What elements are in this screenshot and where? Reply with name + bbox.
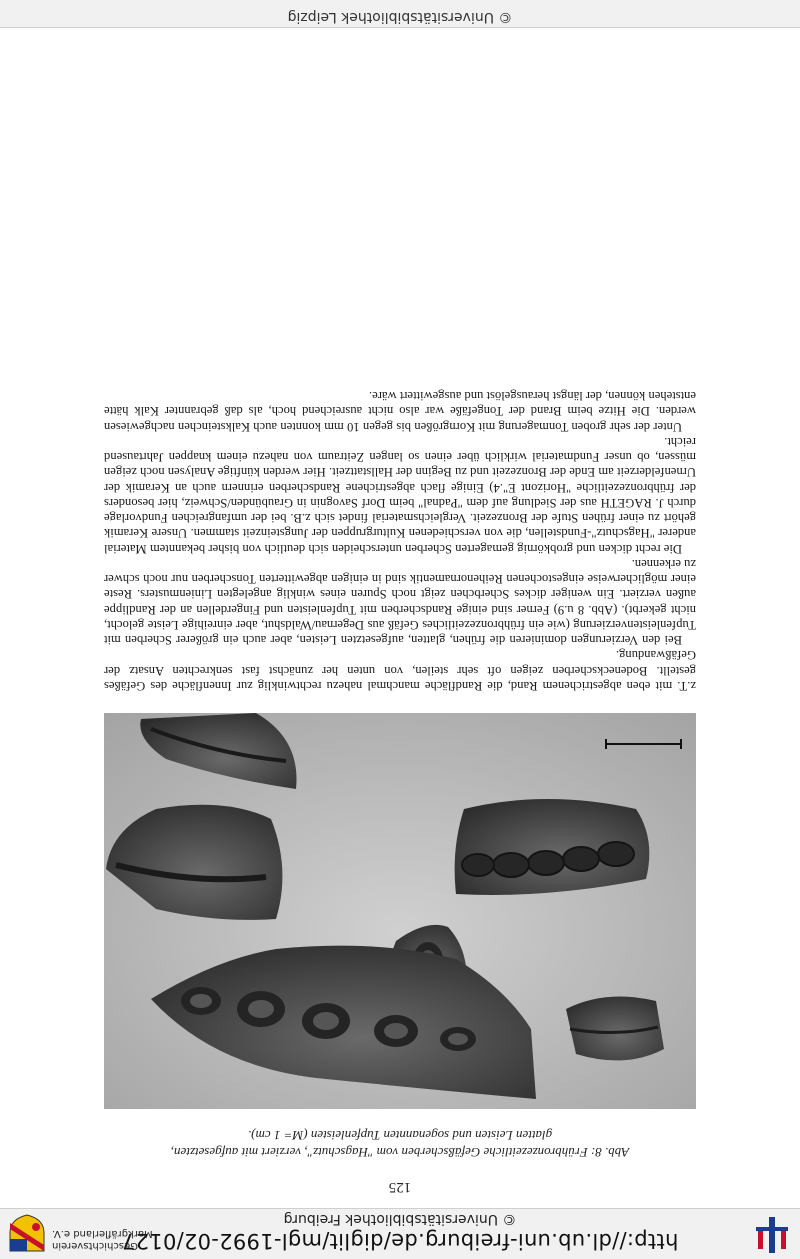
figure-caption (70, 1127, 730, 1161)
article-body (104, 388, 696, 693)
caption-line-1: Abb. 8: Frühbronzezeitliche Gefäßscherben vom "Hagschutz", verziert mit aufgesetzten, (170, 1145, 630, 1160)
society-name (52, 1227, 202, 1251)
paragraph-2: Bei den Verzierungen dominieren die frühen, glatten, aufgesetzten Leisten, aber auch ein größerer Scherben mit Tupfenleistenverzierung (wie ein frühbronzezeitliches Gefäß aus Degernau/Waldshut, aber einreihige Leiste gelocht, nicht gekerbt). (Abb. 8 u.9) Ferner sind einige Randscherben mit Tupfenleisten und Fingerdellen an der Randlippe außen verziert. Ein weniger dickes Scherbchen zeigt noch Spuren eines winklig angelegten Linienmusters. Reste einer möglicherweise eingestochenen Reihenornamentik sind in einigen abgewitterten Tonscherben nur noch schwer zu erkennen. (104, 557, 696, 648)
shard-beaded-rim (455, 799, 650, 895)
shard-small-rim (566, 997, 664, 1061)
header-banner (0, 1208, 800, 1259)
page-number: 125 (388, 1179, 412, 1195)
caption-line-2: glatten Leisten und sogenannten Tupfenleisten (M= 1 cm). (247, 1128, 553, 1143)
society-line-2: Markgräflerland e.V. (52, 1228, 153, 1239)
markgraeflerland-crest-icon (8, 1213, 46, 1253)
footer-strip (0, 0, 800, 28)
copyright-notice: © Universitätsbibliothek Freiburg (283, 1211, 517, 1227)
society-line-1: Geschichtsverein (52, 1240, 138, 1251)
paragraph-1: z.T. mit eben abgestrichenem Rand, die Randfläche manchmal nahezu rechtwinklig zur Innenfläche des Gefäßes gestellt. Bodeneckscherben zeigen oft sehr steilen, von unten her zunächst fast senkrechten Ansatz der Gefäßwandung. (104, 648, 696, 693)
source-url[interactable]: http://dl.ub.uni-freiburg.de/diglit/mgl-1992-02/0127 (121, 1229, 679, 1253)
footer-copyright: © Universitätsbibliothek Leipzig (287, 9, 513, 25)
pottery-shards-photo (104, 713, 696, 1109)
paragraph-3: Die recht dicken und grobkörnig gemagerten Scherben unterscheiden sich deutlich von bisher bekanntem Material anderer "Hagschutz"-Fundstellen, die von verschiedenen Kulturgruppen der Jungsteinzeit stammen. Unsere Keramik gehört zu einer frühen Stufe der Bronzezeit. Vergleichsmaterial findet sich z.B. bei der umfangreichen Fundvorlage durch J. RAGETH aus der Siedlung auf dem "Padnal" beim Dorf Savognin in Graubünden/Schweiz, hier besonders der frühbronzezeitliche "Horizont E".4) Einige flach abgestrichene Randscherben erinnern auch an Keramik der Urnenfelderzeit am Ende der Bronzezeit und zu Beginn der Hallstattzeit. Hier werden künftige Analysen noch zeigen müssen, ob unser Fundmaterial wirklich über einen so langen Zeitraum von nahezu einem knappen Jahrtausend reicht. (104, 435, 696, 556)
paragraph-4: Unter der sehr groben Tonmagerung mit Korngrößen bis gegen 10 mm konnten auch Kalksteinchen nachgewiesen werden. Die Hitze beim Brand der Tongefäße war also nicht ausreichend hoch, als daß gebrannter Kalk hätte entstehen können, der längst herausgelöst und ausgewittert wäre. (104, 389, 696, 434)
